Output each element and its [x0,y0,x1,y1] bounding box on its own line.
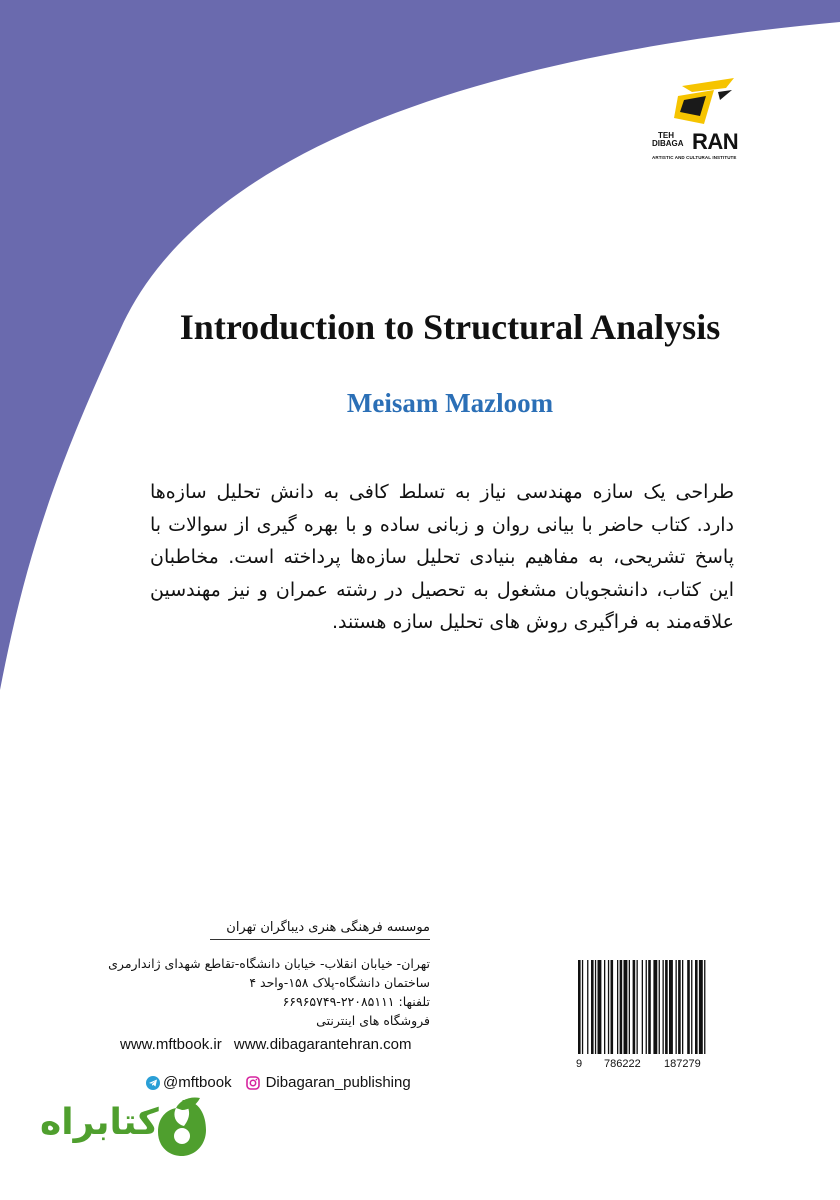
logo-wordmark: RAN [692,129,739,154]
barcode-bar [687,960,690,1054]
barcode-bar [620,960,623,1054]
barcode-bar [691,960,692,1054]
logo-tagline: ARTISTIC AND CULTURAL INSTITUTE [652,155,737,160]
barcode-bar [617,960,618,1054]
instagram-handle[interactable]: Dibagaran_publishing [265,1074,411,1091]
barcode-bar [648,960,651,1054]
barcode-bar [682,960,683,1054]
barcode-bar [669,960,673,1054]
book-author: Meisam Mazloom [346,388,554,418]
ketabrah-leaf-icon [156,1096,208,1158]
barcode-bar [608,960,609,1054]
barcode-bar [595,960,596,1054]
isbn-group-1: 786222 [604,1058,641,1070]
website-mftbook-link[interactable]: www.mftbook.ir [120,1036,222,1053]
isbn-barcode [572,960,736,1078]
barcode-bar [699,960,703,1054]
ketabrah-wordmark: کتابراه [40,1102,159,1143]
barcode-bar [646,960,647,1054]
isbn-group-2: 187279 [664,1058,701,1070]
telegram-icon [146,1076,160,1090]
instagram-icon [246,1076,260,1090]
barcode-bars [572,960,736,1056]
publisher-phones: تلفنها: ۲۲۰۸۵۱۱۱-۶۶۹۶۵۷۴۹ [282,994,430,1009]
barcode-bar [659,960,660,1054]
barcode-bar [637,960,638,1054]
barcode-bar [695,960,698,1054]
barcode-bar [587,960,588,1054]
barcode-bar [591,960,594,1054]
telegram-handle[interactable]: @mftbook [163,1074,232,1091]
barcode-bar [665,960,668,1054]
book-description: طراحی یک سازه مهندسی نیاز به تسلط کافی به دانش تحلیل سازه‌ها دارد. کتاب حاضر با بیانی روان و زبانی ساده و با بهره گیری از سوالات با پاسخ تشریحی، به مفاهیم بنیادی تحلیل سازه‌ها پرداخته است. مخاطبان این کتاب، دانشجویان مشغول به تحصیل در رشته عمران و نیز مهندسین علاقه‌مند به فراگیری روش های تحلیل سازه هستند. [150,481,734,633]
publisher-info [100,920,430,1030]
barcode-bar [633,960,636,1054]
barcode-bar [642,960,643,1054]
barcode-bar [663,960,664,1054]
isbn-first-digit: 9 [576,1058,583,1070]
logo-small-text: TEH DIBAGA [652,131,684,148]
barcode-bar [578,960,581,1054]
barcode-bar [611,960,614,1054]
barcode-bar [704,960,705,1054]
publisher-address-line2: ساختمان دانشگاه-پلاک ۱۵۸-واحد ۴ [249,975,430,990]
barcode-bar [624,960,628,1054]
barcode-bar [604,960,605,1054]
barcode-bar [678,960,681,1054]
publisher-name: موسسه فرهنگی هنری دیباگران تهران [210,920,430,940]
barcode-bar [653,960,657,1054]
website-dibagaran-link[interactable]: www.dibagarantehran.com [233,1036,412,1053]
social-handles [146,1074,411,1091]
barcode-bar [582,960,583,1054]
barcode-bar [598,960,602,1054]
online-stores-label: فروشگاه های اینترنتی [316,1013,430,1028]
ketabrah-brand [40,1096,210,1166]
book-title: Introduction to Structural Analysis [179,307,721,347]
barcode-bar [629,960,630,1054]
publisher-address-line1: تهران- خیابان انقلاب- خیابان دانشگاه-تقاطع شهدای ژاندارمری [108,956,430,971]
logo-emblem-icon [674,78,740,130]
barcode-bar [676,960,677,1054]
websites [120,1036,411,1053]
dibagaran-logo [652,78,744,168]
